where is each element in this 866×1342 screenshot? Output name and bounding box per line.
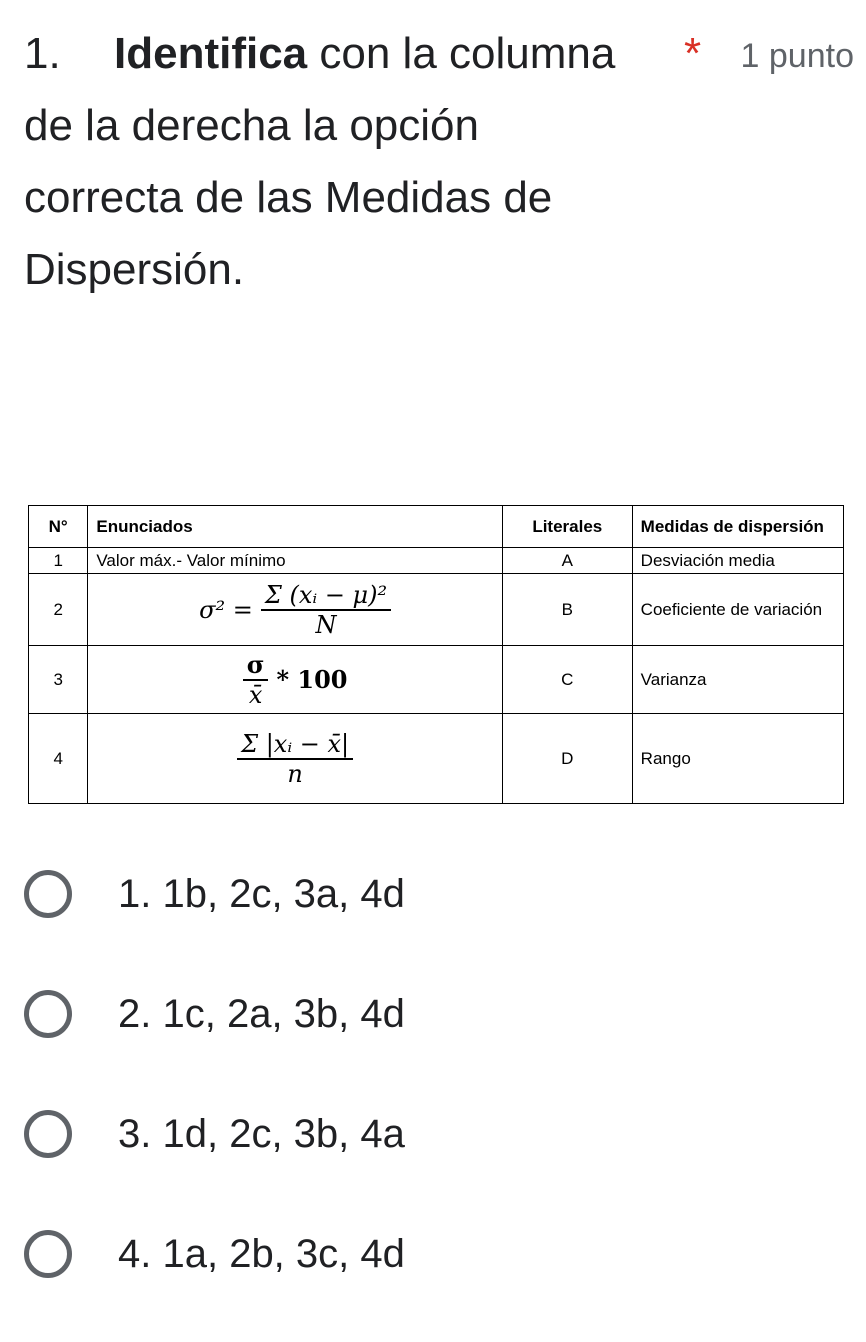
question-image: [28, 505, 844, 823]
question-number: 1.: [24, 29, 61, 78]
table-row: [29, 646, 844, 714]
option-label[interactable]: 3. 1d, 2c, 3b, 4a: [118, 1112, 405, 1156]
header-enunciados: Enunciados: [88, 506, 503, 548]
option-4[interactable]: [24, 1222, 844, 1342]
option-2[interactable]: [24, 982, 844, 1102]
row-number: 2: [29, 574, 88, 646]
option-label[interactable]: 2. 1c, 2a, 3b, 4d: [118, 992, 405, 1036]
row-enunciado-formula: [88, 646, 503, 714]
radio-button-4[interactable]: [24, 1230, 72, 1278]
answer-options: [24, 862, 844, 1342]
question-title-line-4: Dispersión.: [24, 245, 245, 294]
formula-multiplier: * 100: [276, 665, 348, 694]
row-literal: C: [502, 646, 632, 714]
mean-deviation-formula: [96, 730, 494, 788]
row-number: 3: [29, 646, 88, 714]
header-literales: Literales: [502, 506, 632, 548]
formula-fraction: [237, 730, 353, 788]
header-medidas: Medidas de dispersión: [632, 506, 843, 548]
variance-formula: [96, 581, 494, 639]
row-medida: Rango: [632, 714, 843, 804]
table-row: [29, 574, 844, 646]
table-row: [29, 714, 844, 804]
row-enunciado: Valor máx.- Valor mínimo: [88, 548, 503, 574]
formula-numerator: Σ |xᵢ − x̄|: [237, 730, 353, 760]
table-header-row: [29, 506, 844, 548]
row-literal: D: [502, 714, 632, 804]
table-row: [29, 548, 844, 574]
question-points: 1 punto: [740, 37, 854, 75]
option-label[interactable]: 4. 1a, 2b, 3c, 4d: [118, 1232, 405, 1276]
question-title-rest: con la columna: [307, 29, 616, 78]
row-medida: Coeficiente de variación: [632, 574, 843, 646]
radio-button-1[interactable]: [24, 870, 72, 918]
formula-denominator: N: [315, 610, 337, 639]
formula-fraction: [243, 650, 269, 709]
option-1[interactable]: [24, 862, 844, 982]
row-literal: B: [502, 574, 632, 646]
formula-numerator: Σ (xᵢ − μ)²: [261, 581, 391, 611]
dispersion-table: [28, 505, 844, 804]
formula-lhs: σ² =: [199, 595, 253, 624]
formula-denominator: n: [287, 759, 303, 788]
cv-formula: [96, 650, 494, 709]
formula-numerator: σ: [243, 650, 269, 681]
question-block: [24, 18, 854, 306]
radio-button-2[interactable]: [24, 990, 72, 1038]
option-3[interactable]: [24, 1102, 844, 1222]
question-title-bold: Identifica: [114, 29, 308, 78]
question-title-line-2: de la derecha la opción: [24, 101, 479, 150]
row-literal: A: [502, 548, 632, 574]
radio-button-3[interactable]: [24, 1110, 72, 1158]
option-label[interactable]: 1. 1b, 2c, 3a, 4d: [118, 872, 405, 916]
header-n: N°: [29, 506, 88, 548]
row-enunciado-formula: [88, 574, 503, 646]
required-asterisk: *: [684, 29, 702, 78]
question-title-line: [24, 18, 854, 90]
formula-denominator: x̄: [248, 681, 263, 709]
row-medida: Desviación media: [632, 548, 843, 574]
row-medida: Varianza: [632, 646, 843, 714]
row-enunciado-formula: [88, 714, 503, 804]
row-number: 4: [29, 714, 88, 804]
formula-fraction: [261, 581, 391, 639]
question-title-line-3: correcta de las Medidas de: [24, 173, 553, 222]
row-number: 1: [29, 548, 88, 574]
